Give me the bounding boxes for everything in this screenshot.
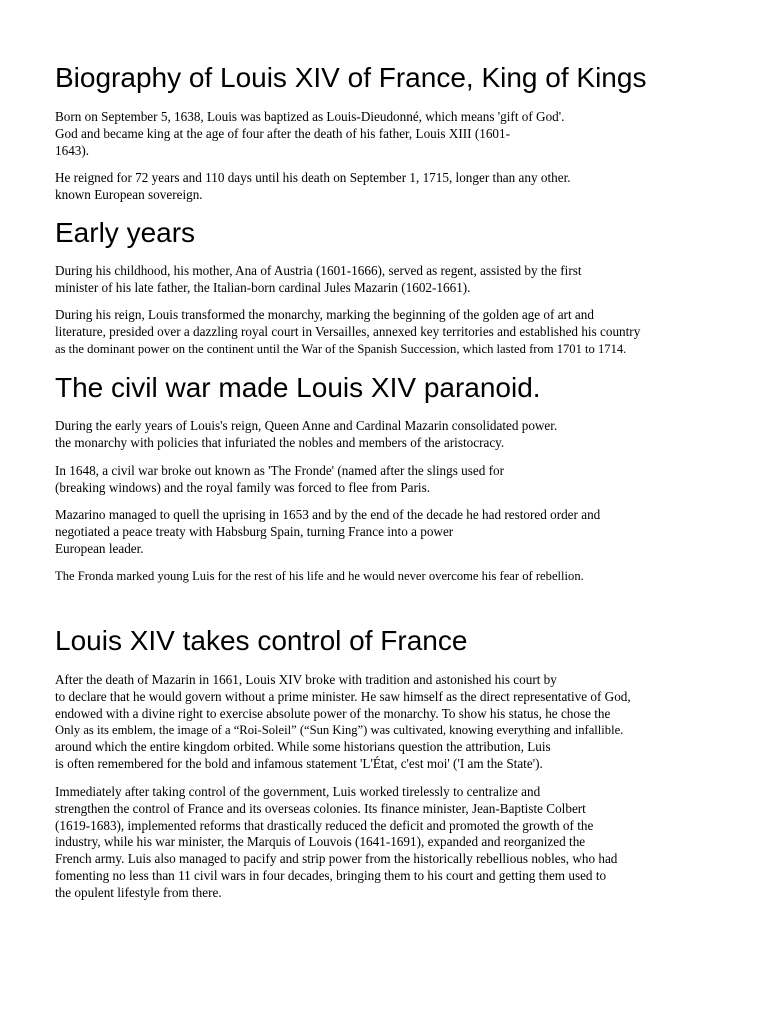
paragraph-fronde	[55, 463, 720, 497]
paragraph-line: Only as its emblem, the image of a “Roi-Soleil” (“Sun King”) was cultivated, knowing everything and infallible.	[55, 723, 624, 738]
paragraph-line: French army. Luis also managed to pacify and strip power from the historically rebellious nobles, who had	[55, 851, 618, 867]
paragraph-line: He reigned for 72 years and 110 days until his death on September 1, 1715, longer than any other.	[55, 170, 571, 185]
paragraph-childhood	[55, 263, 720, 297]
paragraph-line: After the death of Mazarin in 1661, Louis XIV broke with tradition and astonished his court by	[55, 672, 557, 687]
paragraph-line: During the early years of Louis's reign, Queen Anne and Cardinal Mazarin consolidated power.	[55, 418, 558, 433]
paragraph-line: is often remembered for the bold and infamous statement 'L'État, c'est moi' ('I am the State').	[55, 755, 543, 771]
paragraph-line: Born on September 5, 1638, Louis was baptized as Louis-Dieudonné, which means 'gift of God'.	[55, 109, 565, 124]
paragraph-line: The Fronda marked young Luis for the rest of his life and he would never overcome his fear of rebellion.	[55, 569, 584, 583]
paragraph-line: industry, while his war minister, the Marquis of Louvois (1641-1691), expanded and reorganized the	[55, 834, 586, 850]
paragraph-line: During his childhood, his mother, Ana of Austria (1601-1666), served as regent, assisted by the first	[55, 263, 582, 278]
paragraph-line: endowed with a divine right to exercise absolute power of the monarchy. To show his status, he chose the	[55, 705, 611, 721]
paragraph-line: During his reign, Louis transformed the monarchy, marking the beginning of the golden age of art and	[55, 307, 594, 322]
paragraph-birth	[55, 109, 720, 159]
section-heading-civil-war: The civil war made Louis XIV paranoid.	[55, 372, 541, 403]
paragraph-line: Mazarino managed to quell the uprising in 1653 and by the end of the decade he had restored order and	[55, 507, 601, 522]
paragraph-line: to declare that he would govern without a prime minister. He saw himself as the direct representative of God,	[55, 688, 631, 704]
paragraph-golden-age	[55, 307, 720, 357]
paragraph-no-prime-minister	[55, 672, 720, 773]
paragraph-line: European leader.	[55, 540, 144, 556]
paragraph-line: minister of his late father, the Italian-born cardinal Jules Mazarin (1602-1661).	[55, 279, 471, 295]
paragraph-reign-length	[55, 170, 720, 204]
paragraph-line: as the dominant power on the continent until the War of the Spanish Succession, which lasted from 1701 to 1714.	[55, 341, 627, 356]
paragraph-centralize	[55, 784, 720, 902]
paragraph-line: God and became king at the age of four after the death of his father, Louis XIII (1601-	[55, 125, 511, 141]
paragraph-line: literature, presided over a dazzling royal court in Versailles, annexed key territories and established his country	[55, 323, 641, 339]
paragraph-line: Immediately after taking control of the government, Luis worked tirelessly to centralize and	[55, 784, 541, 799]
paragraph-line: around which the entire kingdom orbited. While some historians question the attribution, Luis	[55, 739, 551, 755]
section-heading-takes-control: Louis XIV takes control of France	[55, 625, 468, 656]
paragraph-line: fomenting no less than 11 civil wars in four decades, bringing them to his court and getting them used to	[55, 867, 607, 883]
section-heading-early-years: Early years	[55, 217, 196, 248]
paragraph-line: known European sovereign.	[55, 186, 203, 202]
paragraph-line: In 1648, a civil war broke out known as 'The Fronde' (named after the slings used for	[55, 463, 504, 478]
paragraph-line: the monarchy with policies that infuriated the nobles and members of the aristocracy.	[55, 434, 505, 450]
paragraph-line: strengthen the control of France and its overseas colonies. Its finance minister, Jean-Baptiste Colbert	[55, 800, 586, 816]
paragraph-line: negotiated a peace treaty with Habsburg Spain, turning France into a power	[55, 523, 454, 539]
paragraph-fronda-fear	[55, 568, 720, 585]
paragraph-early-reign	[55, 418, 720, 452]
paragraph-line: the opulent lifestyle from there.	[55, 884, 222, 900]
paragraph-line: (1619-1683), implemented reforms that drastically reduced the deficit and promoted the growth of the	[55, 817, 594, 833]
paragraph-mazarino	[55, 507, 720, 557]
section-heading-biography: Biography of Louis XIV of France, King of Kings	[55, 62, 647, 93]
paragraph-line: 1643).	[55, 142, 90, 158]
paragraph-line: (breaking windows) and the royal family was forced to flee from Paris.	[55, 479, 430, 495]
